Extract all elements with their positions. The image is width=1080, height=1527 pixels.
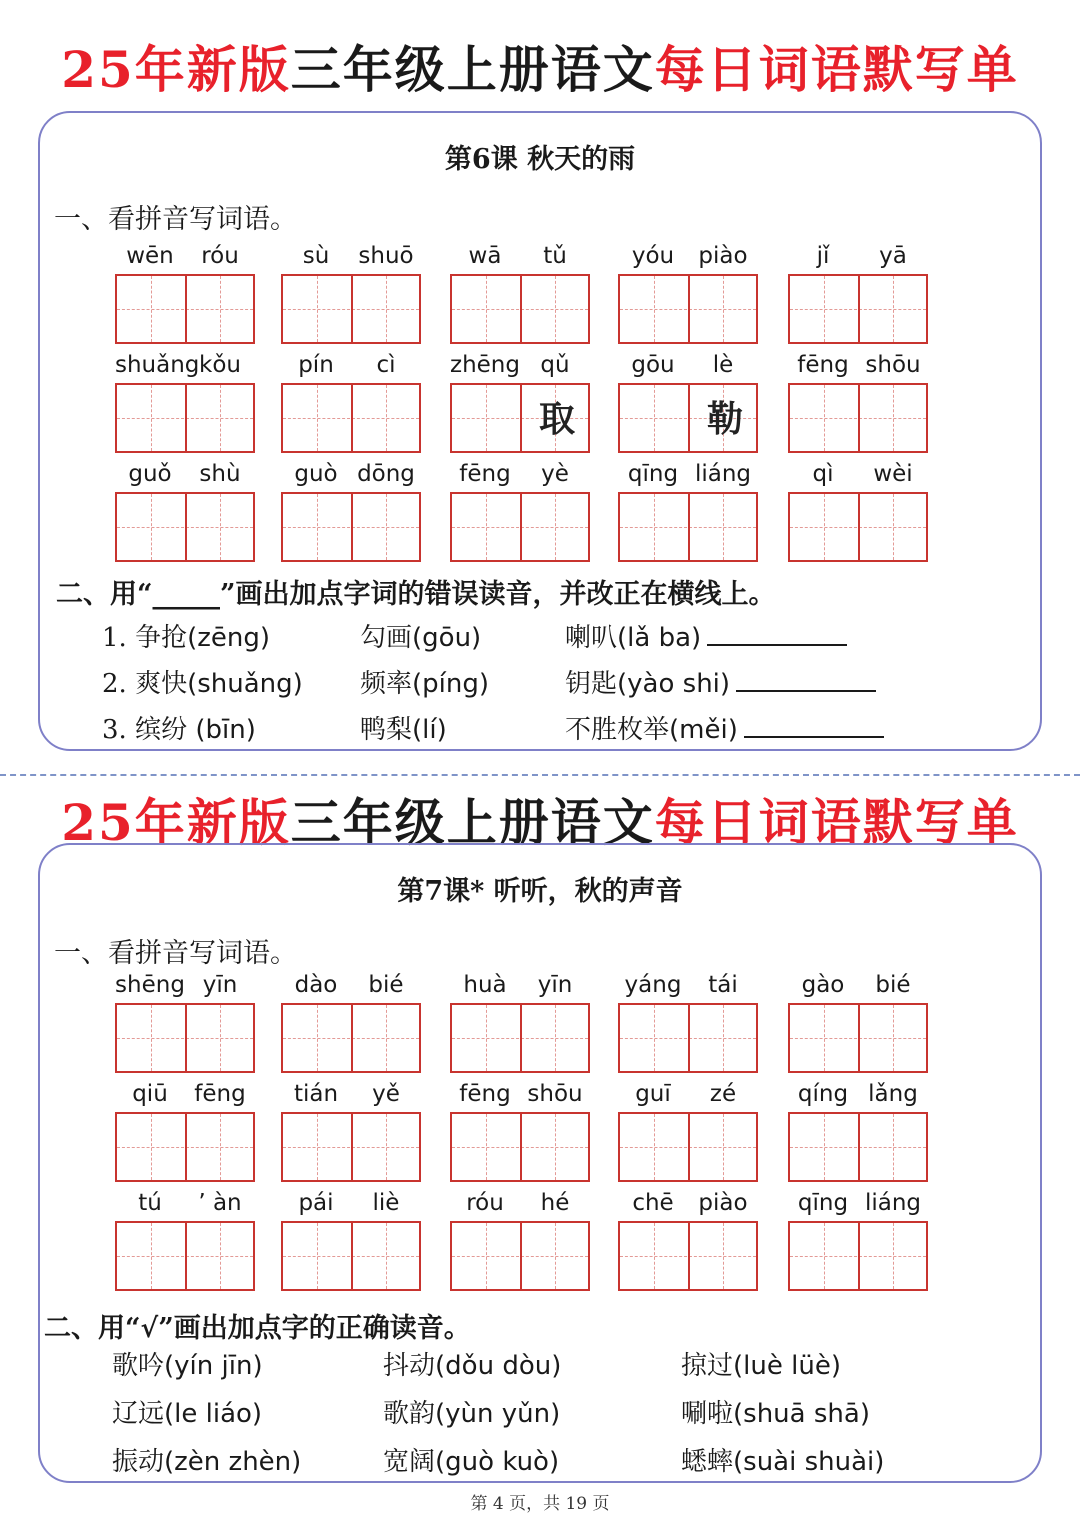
guide-line-v xyxy=(220,276,221,342)
word-cell xyxy=(788,241,928,351)
writing-box[interactable] xyxy=(450,383,590,453)
guide-line-v xyxy=(151,385,152,451)
question-item xyxy=(681,1393,870,1430)
item-word: 勾画 xyxy=(360,623,413,653)
pinyin-2: qǔ xyxy=(540,352,570,378)
word-cell xyxy=(450,241,590,351)
guide-line-v xyxy=(723,1005,724,1071)
word-cell xyxy=(115,1079,255,1189)
writing-box[interactable] xyxy=(281,1003,421,1073)
word-cell xyxy=(618,241,758,351)
pinyin-2: liáng xyxy=(694,461,752,487)
pinyin-2: hé xyxy=(540,1190,570,1216)
word-cell xyxy=(618,970,758,1080)
item-pinyin: (bīn) xyxy=(195,715,256,745)
box-divider xyxy=(520,1005,522,1071)
box-divider xyxy=(858,1114,860,1180)
pinyin-1: yáng xyxy=(624,972,682,998)
pinyin-2: tǔ xyxy=(543,243,567,269)
word-cell xyxy=(788,1188,928,1298)
writing-box[interactable] xyxy=(281,274,421,344)
box-divider xyxy=(520,1114,522,1180)
pinyin-2: yā xyxy=(879,243,907,269)
pinyin-2: wèi xyxy=(873,461,913,487)
pinyin-1: pín xyxy=(298,352,334,378)
lesson7-section2-title: 二、用“√”画出加点字的正确读音。 xyxy=(44,1313,471,1344)
lesson6-section2-title: 二、用“_____”画出加点字词的错误读音，并改正在横线上。 xyxy=(56,579,776,610)
box-divider xyxy=(351,1005,353,1071)
pinyin-1: wēn xyxy=(126,243,174,269)
pinyin-1: huà xyxy=(463,972,507,998)
guide-line-v xyxy=(151,1114,152,1180)
guide-line-v xyxy=(654,385,655,451)
char-2: 取 xyxy=(538,398,575,440)
title-red-part-2: 每日词语默写单 xyxy=(654,40,1019,99)
box-divider xyxy=(185,385,187,451)
writing-box[interactable] xyxy=(450,1112,590,1182)
guide-line-v xyxy=(723,276,724,342)
guide-line-v xyxy=(386,385,387,451)
answer-blank-line[interactable] xyxy=(744,712,884,738)
item-pinyin: (yào shi) xyxy=(617,669,731,699)
pinyin-1: gào xyxy=(801,972,845,998)
item-pinyin: (zèn zhèn) xyxy=(164,1447,302,1477)
pinyin-2: bié xyxy=(368,972,404,998)
pinyin-1: fēng xyxy=(459,1081,511,1107)
lesson7-card xyxy=(38,843,1042,1483)
char-2: 勒 xyxy=(706,398,743,440)
pinyin-2: zé xyxy=(709,1081,737,1107)
item-word: 振动 xyxy=(112,1447,165,1477)
lesson6-title: 第6课 秋天的雨 xyxy=(444,144,636,175)
lesson7-section1-title: 一、看拼音写词语。 xyxy=(54,938,297,969)
guide-line-v xyxy=(317,1223,318,1289)
guide-line-v xyxy=(723,1223,724,1289)
guide-line-v xyxy=(317,494,318,560)
pinyin-2: piào xyxy=(698,243,748,269)
item-pinyin: (měi) xyxy=(669,715,738,745)
word-cell xyxy=(788,459,928,569)
writing-box[interactable] xyxy=(618,1221,758,1291)
question-item xyxy=(102,709,256,746)
guide-line-v xyxy=(893,385,894,451)
pinyin-2: róu xyxy=(201,243,239,269)
question-item xyxy=(102,617,270,654)
guide-line-v xyxy=(486,385,487,451)
word-row xyxy=(115,350,935,460)
pinyin-1: fēng xyxy=(797,352,849,378)
box-divider xyxy=(688,276,690,342)
pinyin-2: dōng xyxy=(357,461,415,487)
guide-line-v xyxy=(824,385,825,451)
item-word: 鸭梨 xyxy=(360,715,413,745)
question-item xyxy=(681,1345,841,1382)
item-word: 喇叭 xyxy=(565,623,618,653)
item-pinyin: (yín jīn) xyxy=(164,1351,263,1381)
pinyin-1: guī xyxy=(635,1081,671,1107)
guide-line-v xyxy=(386,276,387,342)
pinyin-2: bié xyxy=(875,972,911,998)
pinyin-2: liè xyxy=(372,1190,400,1216)
guide-line-v xyxy=(824,276,825,342)
pinyin-1: shuǎng xyxy=(115,352,200,378)
word-cell xyxy=(281,1079,421,1189)
word-cell xyxy=(281,459,421,569)
page-footer: 第 4 页，共 19 页 xyxy=(470,1494,610,1514)
box-divider xyxy=(351,1114,353,1180)
box-divider xyxy=(520,494,522,560)
guide-line-v xyxy=(317,1114,318,1180)
pinyin-2: lǎng xyxy=(868,1081,918,1107)
writing-box[interactable] xyxy=(618,1112,758,1182)
guide-line-v xyxy=(317,385,318,451)
question-item xyxy=(112,1393,262,1430)
box-divider xyxy=(351,1223,353,1289)
box-divider xyxy=(688,494,690,560)
guide-line-v xyxy=(555,1223,556,1289)
item-pinyin: (píng) xyxy=(412,669,490,699)
guide-line-v xyxy=(555,1114,556,1180)
box-divider xyxy=(858,1005,860,1071)
guide-line-v xyxy=(824,494,825,560)
item-pinyin: (guò kuò) xyxy=(435,1447,560,1477)
writing-box[interactable] xyxy=(281,383,421,453)
guide-line-v xyxy=(151,276,152,342)
writing-box[interactable] xyxy=(115,1003,255,1073)
word-cell xyxy=(281,970,421,1080)
page-title-top xyxy=(0,30,1080,102)
writing-box[interactable] xyxy=(788,492,928,562)
question-item xyxy=(360,663,489,700)
pinyin-1: jǐ xyxy=(816,243,830,269)
item-word: 歌韵 xyxy=(383,1399,436,1429)
writing-box[interactable] xyxy=(788,383,928,453)
question-item xyxy=(681,1441,884,1478)
guide-line-v xyxy=(486,1114,487,1180)
word-cell xyxy=(115,970,255,1080)
lesson6-section1-title: 一、看拼音写词语。 xyxy=(54,204,297,235)
question-item xyxy=(383,1393,560,1430)
pinyin-1: qíng xyxy=(797,1081,849,1107)
section-divider xyxy=(0,774,1080,776)
item-word: 钥匙 xyxy=(565,669,618,699)
guide-line-v xyxy=(151,1223,152,1289)
pinyin-1: chē xyxy=(632,1190,674,1216)
word-row xyxy=(115,459,935,569)
guide-line-v xyxy=(220,494,221,560)
item-word: 2. 爽快 xyxy=(102,669,188,699)
word-cell xyxy=(618,350,758,460)
box-divider xyxy=(185,1223,187,1289)
item-word: 歌吟 xyxy=(112,1351,165,1381)
pinyin-1: qīng xyxy=(627,461,679,487)
writing-box[interactable] xyxy=(618,274,758,344)
guide-line-v xyxy=(555,1005,556,1071)
word-row xyxy=(115,970,935,1080)
item-pinyin: (lí) xyxy=(412,715,447,745)
guide-line-v xyxy=(654,1005,655,1071)
writing-box[interactable] xyxy=(618,383,758,453)
item-pinyin: (shuǎng) xyxy=(187,669,303,699)
guide-line-v xyxy=(654,1223,655,1289)
pinyin-2: liáng xyxy=(864,1190,922,1216)
pinyin-1: qiū xyxy=(132,1081,168,1107)
word-cell xyxy=(618,1079,758,1189)
guide-line-v xyxy=(654,1114,655,1180)
writing-box[interactable] xyxy=(281,1112,421,1182)
guide-line-v xyxy=(723,1114,724,1180)
word-cell xyxy=(115,1188,255,1298)
guide-line-v xyxy=(486,1005,487,1071)
pinyin-2: shōu xyxy=(527,1081,583,1107)
pinyin-2: yīn xyxy=(537,972,573,998)
writing-box[interactable] xyxy=(618,492,758,562)
item-pinyin: (luè lüè) xyxy=(733,1351,841,1381)
guide-line-v xyxy=(386,1114,387,1180)
writing-box[interactable] xyxy=(281,492,421,562)
writing-box[interactable] xyxy=(115,1112,255,1182)
box-divider xyxy=(520,1223,522,1289)
box-divider xyxy=(520,276,522,342)
pinyin-2: shōu xyxy=(865,352,921,378)
box-divider xyxy=(351,494,353,560)
box-divider xyxy=(351,385,353,451)
word-cell xyxy=(618,459,758,569)
item-pinyin: (yùn yǔn) xyxy=(435,1399,561,1429)
guide-line-v xyxy=(654,494,655,560)
pinyin-2: shuō xyxy=(358,243,414,269)
box-divider xyxy=(185,276,187,342)
item-word: 1. 争抢 xyxy=(102,623,188,653)
writing-box[interactable] xyxy=(115,492,255,562)
box-divider xyxy=(858,1223,860,1289)
word-row xyxy=(115,241,935,351)
box-divider xyxy=(185,1005,187,1071)
pinyin-2: ’ àn xyxy=(198,1190,242,1216)
pinyin-2: piào xyxy=(698,1190,748,1216)
guide-line-v xyxy=(486,276,487,342)
question-item xyxy=(565,709,884,746)
pinyin-1: zhēng xyxy=(450,352,520,378)
question-item xyxy=(102,663,303,700)
pinyin-2: lè xyxy=(712,352,734,378)
pinyin-1: qīng xyxy=(797,1190,849,1216)
writing-box[interactable] xyxy=(115,1221,255,1291)
pinyin-1: tú xyxy=(138,1190,162,1216)
title-black-part: 三年级上册语文 xyxy=(290,793,655,852)
writing-box[interactable] xyxy=(450,1221,590,1291)
guide-line-v xyxy=(824,1114,825,1180)
writing-box[interactable] xyxy=(788,1221,928,1291)
guide-line-v xyxy=(555,494,556,560)
guide-line-v xyxy=(317,276,318,342)
writing-box[interactable] xyxy=(788,1003,928,1073)
question-item xyxy=(360,709,447,746)
item-word: 蟋蟀 xyxy=(681,1447,734,1477)
box-divider xyxy=(858,276,860,342)
box-divider xyxy=(858,385,860,451)
word-row xyxy=(115,1079,935,1189)
guide-line-v xyxy=(151,494,152,560)
pinyin-1: sù xyxy=(302,243,330,269)
guide-line-v xyxy=(486,1223,487,1289)
item-word: 3. 缤纷 xyxy=(102,715,196,745)
guide-line-v xyxy=(723,494,724,560)
pinyin-2: fēng xyxy=(194,1081,246,1107)
guide-line-v xyxy=(555,276,556,342)
item-word: 宽阔 xyxy=(383,1447,436,1477)
pinyin-1: guò xyxy=(294,461,338,487)
title-red-part-1: 25年新版 xyxy=(61,793,291,852)
guide-line-v xyxy=(893,276,894,342)
word-cell xyxy=(115,241,255,351)
pinyin-1: yóu xyxy=(631,243,675,269)
word-cell xyxy=(450,1188,590,1298)
word-cell xyxy=(281,241,421,351)
writing-box[interactable] xyxy=(450,1003,590,1073)
word-row xyxy=(115,1188,935,1298)
question-item xyxy=(383,1345,561,1382)
word-cell xyxy=(450,350,590,460)
box-divider xyxy=(351,276,353,342)
word-cell xyxy=(115,459,255,569)
writing-box[interactable] xyxy=(115,274,255,344)
writing-box[interactable] xyxy=(450,274,590,344)
pinyin-1: róu xyxy=(466,1190,504,1216)
pinyin-1: tián xyxy=(293,1081,339,1107)
word-cell xyxy=(450,970,590,1080)
pinyin-2: tái xyxy=(708,972,738,998)
pinyin-2: yè xyxy=(541,461,569,487)
item-pinyin: (suài shuài) xyxy=(733,1447,885,1477)
pinyin-1: shēng xyxy=(115,972,185,998)
guide-line-v xyxy=(386,1005,387,1071)
guide-line-v xyxy=(824,1223,825,1289)
title-black-part: 三年级上册语文 xyxy=(290,40,655,99)
word-cell xyxy=(281,1188,421,1298)
pinyin-2: yě xyxy=(372,1081,400,1107)
item-word: 不胜枚举 xyxy=(565,715,670,745)
lesson6-card xyxy=(38,111,1042,751)
question-item xyxy=(565,663,876,700)
pinyin-2: kǒu xyxy=(199,352,241,378)
item-word: 辽远 xyxy=(112,1399,165,1429)
writing-box[interactable] xyxy=(115,383,255,453)
question-item xyxy=(360,617,481,654)
box-divider xyxy=(185,1114,187,1180)
pinyin-2: cì xyxy=(376,352,396,378)
question-item xyxy=(383,1441,559,1478)
writing-box[interactable] xyxy=(788,274,928,344)
item-pinyin: (gōu) xyxy=(412,623,482,653)
item-word: 掠过 xyxy=(681,1351,734,1381)
question-item xyxy=(565,617,847,654)
guide-line-v xyxy=(824,1005,825,1071)
box-divider xyxy=(185,494,187,560)
box-divider xyxy=(688,1114,690,1180)
word-cell xyxy=(281,350,421,460)
pinyin-2: shù xyxy=(199,461,241,487)
question-item xyxy=(112,1345,263,1382)
title-red-part-2: 每日词语默写单 xyxy=(654,793,1019,852)
pinyin-1: wā xyxy=(468,243,502,269)
box-divider xyxy=(858,494,860,560)
writing-box[interactable] xyxy=(618,1003,758,1073)
guide-line-v xyxy=(893,494,894,560)
word-cell xyxy=(115,350,255,460)
guide-line-v xyxy=(386,1223,387,1289)
guide-line-v xyxy=(893,1005,894,1071)
guide-line-v xyxy=(654,276,655,342)
item-pinyin: (zēng) xyxy=(187,623,270,653)
pinyin-1: dào xyxy=(294,972,338,998)
guide-line-v xyxy=(220,1005,221,1071)
pinyin-2: yīn xyxy=(202,972,238,998)
word-cell xyxy=(788,350,928,460)
guide-line-v xyxy=(220,1114,221,1180)
word-cell xyxy=(450,459,590,569)
guide-line-v xyxy=(220,1223,221,1289)
pinyin-1: qì xyxy=(812,461,834,487)
guide-line-v xyxy=(151,1005,152,1071)
writing-box[interactable] xyxy=(788,1112,928,1182)
item-pinyin: (shuā shā) xyxy=(733,1399,870,1429)
guide-line-v xyxy=(893,1114,894,1180)
pinyin-1: fēng xyxy=(459,461,511,487)
writing-box[interactable] xyxy=(281,1221,421,1291)
guide-line-v xyxy=(220,385,221,451)
guide-line-v xyxy=(893,1223,894,1289)
item-pinyin: (le liáo) xyxy=(164,1399,263,1429)
box-divider xyxy=(688,1005,690,1071)
box-divider xyxy=(688,1223,690,1289)
lesson7-title: 第7课* 听听，秋的声音 xyxy=(397,876,683,907)
writing-box[interactable] xyxy=(450,492,590,562)
word-cell xyxy=(450,1079,590,1189)
word-cell xyxy=(788,970,928,1080)
title-red-part-1: 25年新版 xyxy=(61,40,291,99)
item-word: 抖动 xyxy=(383,1351,436,1381)
guide-line-v xyxy=(486,494,487,560)
answer-blank-line[interactable] xyxy=(707,620,847,646)
item-pinyin: (dǒu dòu) xyxy=(435,1351,562,1381)
answer-blank-line[interactable] xyxy=(736,666,876,692)
word-cell xyxy=(788,1079,928,1189)
pinyin-1: gōu xyxy=(631,352,675,378)
guide-line-v xyxy=(317,1005,318,1071)
pinyin-1: pái xyxy=(298,1190,334,1216)
pinyin-1: guǒ xyxy=(128,461,172,487)
item-word: 频率 xyxy=(360,669,413,699)
question-item xyxy=(112,1441,301,1478)
item-word: 唰啦 xyxy=(681,1399,734,1429)
guide-line-v xyxy=(386,494,387,560)
item-pinyin: (lǎ ba) xyxy=(617,623,702,653)
word-cell xyxy=(618,1188,758,1298)
